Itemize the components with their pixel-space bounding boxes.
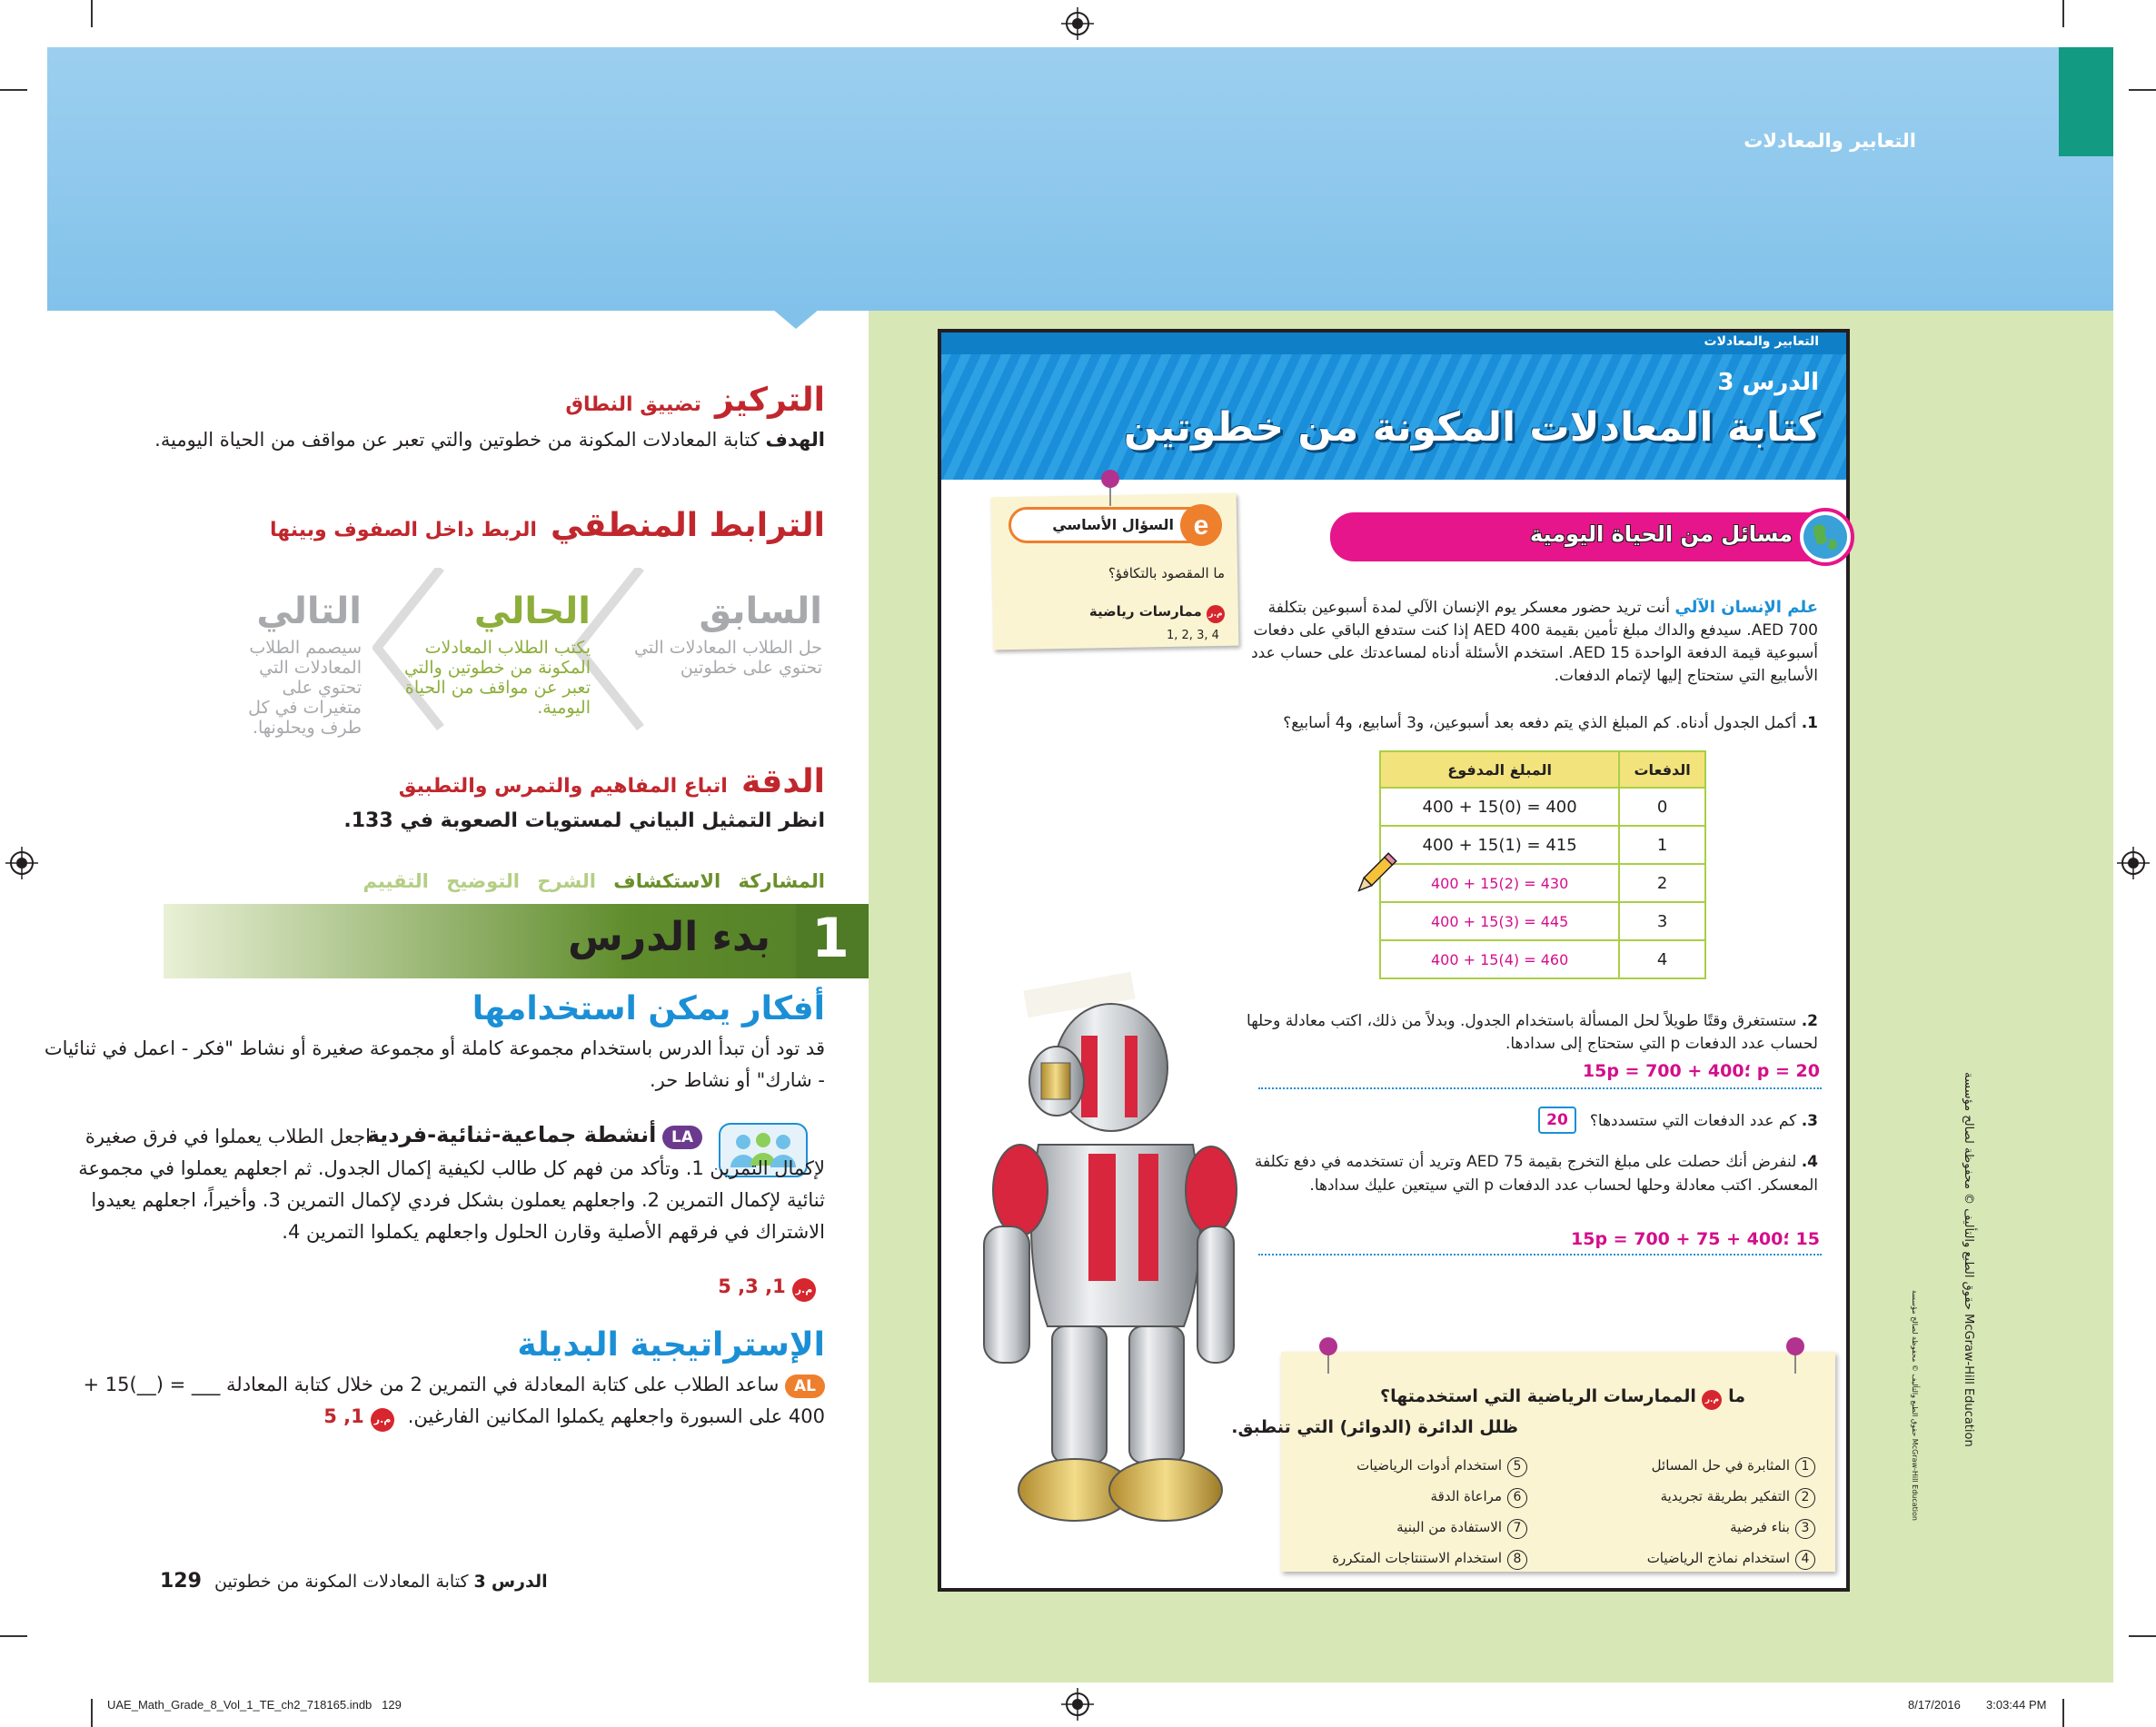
real-world-body [1246, 596, 1818, 688]
registration-mark-icon [1061, 7, 1094, 40]
crop-mark [0, 89, 27, 91]
coherence-header [44, 507, 825, 544]
svg-text:e: e [1193, 511, 1209, 541]
practices-note-title [1380, 1386, 1745, 1410]
ideas-title: أفكار يمكن استخدامها [472, 990, 825, 1027]
option-circle[interactable]: 2 [1795, 1488, 1815, 1508]
current-title: الحالي [473, 591, 591, 632]
exercise-3-text: كم عدد الدفعات التي ستسددها؟ [1589, 1112, 1797, 1130]
table-cell-amount: 400 + 15(0) = 400 [1380, 788, 1619, 826]
crop-mark [2062, 0, 2064, 27]
practices-note-title-post: الممارسات الرياضية التي استخدمتها؟ [1380, 1386, 1696, 1406]
table-cell-payments: 0 [1619, 788, 1705, 826]
alternate-practices [323, 1405, 394, 1427]
exercise-1-text: أكمل الجدول أدناه. كم المبلغ الذي يتم دفعه بعد أسبوعين، و3 أسابيع، و4 أسابيع؟ [1283, 714, 1797, 732]
table-cell-amount-answer: 400 + 15(3) = 445 [1380, 902, 1619, 940]
exercise-1-number: 1. [1801, 714, 1818, 732]
footer-lesson-number: 3 [473, 1572, 486, 1592]
pencil-icon [1350, 849, 1401, 899]
exercise-4 [1246, 1150, 1818, 1197]
rigor-subtitle: اتباع المفاهيم والتمرس والتطبيق [398, 775, 728, 798]
five-e-model [44, 870, 825, 892]
practices-list-right [1561, 1450, 1815, 1573]
focus-goal [44, 424, 825, 456]
alternate-practices-list: 1, 5 [323, 1405, 364, 1427]
next-text: سيصمم الطلاب المعادلات التي تحتوي على متغيرات في كل طرف ويحلونها. [248, 638, 362, 738]
crop-mark [91, 1699, 93, 1727]
exercise-4-answer: 15 ؛400 + 75 + 15p = 700 [1571, 1229, 1820, 1249]
real-world-lead: علم الإنسان الآلي [1674, 598, 1818, 617]
pushpin-icon [1783, 1335, 1808, 1375]
essential-question-title: السؤال الأساسي [1052, 516, 1174, 533]
option-circle[interactable]: 8 [1507, 1550, 1527, 1570]
coherence-next [234, 591, 362, 738]
table-row [1380, 864, 1705, 902]
payments-table [1379, 750, 1706, 979]
chapter-tab [2059, 47, 2113, 156]
rigor-section [44, 763, 825, 832]
registration-mark-icon [1061, 1688, 1094, 1721]
ideas-text: قد تود أن تبدأ الدرس باستخدام مجموعة كاملة أو مجموعة صغيرة أو نشاط "فكر - اعمل في ثنائيات - شارك" أو نشاط حر. [44, 1037, 825, 1091]
alternate-section [44, 1326, 825, 1433]
robot-illustration [952, 972, 1252, 1544]
launch-number: 1 [811, 907, 849, 970]
five-e-engage: المشاركة [738, 870, 825, 892]
five-e-explain: الشرح [537, 870, 596, 892]
print-date: 8/17/2016 [1908, 1698, 1961, 1712]
option-circle[interactable]: 5 [1507, 1457, 1527, 1477]
practice-option[interactable] [1282, 1543, 1527, 1573]
footer-lesson-label: الدرس [491, 1572, 548, 1592]
practice-option-label: التفكير بطريقة تجريدية [1660, 1488, 1790, 1504]
exercise-3-number: 3. [1801, 1112, 1818, 1130]
table-cell-amount-answer: 400 + 15(4) = 460 [1380, 940, 1619, 978]
real-world-title: مسائل من الحياة اليومية [1529, 521, 1793, 547]
registration-mark-icon [2117, 847, 2150, 879]
footer-lesson [214, 1572, 548, 1592]
coherence-title: الترابط المنطقي [551, 507, 825, 544]
essential-question-icon [1177, 501, 1225, 549]
crop-mark [2129, 1635, 2156, 1637]
mp-badge-icon: م.ر [1702, 1390, 1722, 1410]
practices-list-left [1282, 1450, 1527, 1573]
focus-subtitle: تضييق النطاق [565, 393, 701, 416]
practice-option[interactable] [1282, 1450, 1527, 1481]
practice-option-label: المثابرة في حل المسائل [1651, 1457, 1790, 1474]
table-cell-payments: 2 [1619, 864, 1705, 902]
file-info: UAE_Math_Grade_8_Vol_1_TE_ch2_718165.indb 129 [107, 1698, 402, 1712]
la-badge: LA [662, 1126, 702, 1149]
eq-practices-label: ممارسات رياضية [1088, 603, 1202, 620]
crop-mark [0, 1635, 27, 1637]
exercise-2-number: 2. [1801, 1012, 1818, 1030]
activities-practices [718, 1275, 816, 1302]
table-row [1380, 902, 1705, 940]
table-row [1380, 788, 1705, 826]
practice-option[interactable] [1561, 1481, 1815, 1512]
student-lesson-title: كتابة المعادلات المكونة من خطوتين [1123, 404, 1821, 451]
exercise-3-answer: 20 [1538, 1107, 1576, 1134]
eq-practices-list: 1, 2, 3, 4 [1167, 629, 1219, 642]
footer-lesson-title: كتابة المعادلات المكونة من خطوتين [214, 1572, 469, 1592]
pushpin-icon [1316, 1335, 1341, 1375]
coherence-previous [627, 591, 822, 678]
exercise-4-text: لنفرض أنك حصلت على مبلغ التخرج بقيمة AED 75 وتريد أن تستخدمه في دفع تكلفة المعسكر. اكتب معادلة وحلها لحساب عدد الدفعات p التي سيتعين عليك سدادها. [1254, 1153, 1818, 1195]
table-cell-payments: 4 [1619, 940, 1705, 978]
practice-option-label: استخدام نماذج الرياضيات [1646, 1550, 1790, 1566]
table-cell-amount-answer: 400 + 15(2) = 430 [1380, 864, 1619, 902]
copyright-outer: حقوق الطبع والتأليف © محفوظة لصالح مؤسسة McGraw-Hill Education [1962, 1072, 1975, 1447]
table-header-amount: المبلغ المدفوع [1380, 751, 1619, 788]
rigor-text: انظر التمثيل البياني لمستويات الصعوبة في 133. [343, 809, 825, 832]
exercise-4-number: 4. [1801, 1153, 1818, 1171]
activities-body: اجعل الطلاب يعملوا في فرق صغيرة لإكمال التمرين 1. وتأكد من فهم كل طالب لكيفية إكمال الجدول. ثم اجعلهم يعملوا في مجموعة ثنائية لإكمال التمرين 2. واجعلهم يعملون بشكل فردي لإكمال التمرين 3. وأخيراً، اجعلهم يعيدوا الاشتراك في فرقهم الأصلية وقارن الحلول واجعلهم يكملوا التمرين 4. [78, 1126, 825, 1243]
activities-title: أنشطة جماعية-ثنائية-فردية [366, 1122, 657, 1147]
exercise-1 [1246, 712, 1818, 735]
globe-icon [1795, 507, 1855, 567]
header-notch [772, 309, 820, 329]
practice-option-label: بناء فرضية [1730, 1519, 1790, 1535]
five-e-elaborate: التوضيح [446, 870, 521, 892]
current-text: يكتب الطلاب المعادلات المكونة من خطوتين والتي تعبر عن مواقف من الحياة اليومية. [403, 638, 591, 718]
practice-option-label: استخدام أدوات الرياضيات [1356, 1457, 1502, 1474]
real-world-text: أنت تريد حضور معسكر يوم الإنسان الآلي لمدة أسبوعين بتكلفة AED 700. سيدفع والداك مبلغ تأمين بقيمة AED 400 إذا كنت ستدفع الباقي على دفعات أسبوعية قيمة الدفعة الواحدة AED 15. استخدم الأسئلة أدناه لمساعدتك على حساب عدد الأسابيع التي ستحتاج إليها لإتمام الدفعات. [1251, 599, 1818, 685]
rigor-title: الدقة [740, 763, 825, 800]
table-cell-amount: 400 + 15(1) = 415 [1380, 826, 1619, 864]
option-circle[interactable]: 3 [1795, 1519, 1815, 1539]
print-time: 3:03:44 PM [1986, 1698, 2047, 1712]
alternate-title: الإستراتيجية البديلة [517, 1326, 825, 1364]
launch-title: بدء الدرس [568, 914, 770, 960]
goal-text: كتابة المعادلات المكونة من خطوتين والتي تعبر عن مواقف من الحياة اليومية. [154, 429, 760, 451]
option-circle[interactable]: 1 [1795, 1457, 1815, 1477]
crop-mark [91, 0, 93, 27]
option-circle[interactable]: 7 [1507, 1519, 1527, 1539]
five-e-explore: الاستكشاف [613, 870, 721, 892]
table-row [1380, 940, 1705, 978]
practice-option-label: مراعاة الدقة [1430, 1488, 1502, 1504]
al-badge: AL [785, 1375, 825, 1398]
alternate-text: ساعد الطلاب على كتابة المعادلة في التمرين 2 من خلال كتابة المعادلة ___ = (__)15 + 400 على السبورة واجعلهم يكملوا المكانين الفارغين. [83, 1374, 825, 1427]
practice-option[interactable] [1561, 1450, 1815, 1481]
table-cell-payments: 3 [1619, 902, 1705, 940]
registration-mark-icon [5, 847, 38, 879]
activities-practices-list: 1, 3, 5 [718, 1275, 786, 1297]
practice-option-label: الاستفادة من البنية [1396, 1519, 1502, 1535]
chapter-title: التعابير والمعادلات [1744, 130, 1916, 152]
option-circle[interactable]: 6 [1507, 1488, 1527, 1508]
ideas-section [44, 990, 825, 1097]
previous-text: حل الطلاب المعادلات التي تحتوي على خطوتين [634, 638, 822, 678]
practice-option[interactable] [1561, 1512, 1815, 1543]
crop-mark [2062, 1699, 2064, 1727]
alternate-body [44, 1369, 825, 1433]
mp-badge-icon: م.ر [1207, 605, 1225, 623]
exercise-2-text: ستستغرق وقتًا طويلاً لحل المسألة باستخدام الجدول. وبدلاً من ذلك، اكتب معادلة وحلها لحساب عدد الدفعات p التي ستحتاج إلى سدادها. [1247, 1012, 1818, 1053]
next-title: التالي [256, 591, 362, 632]
header-band [47, 47, 2113, 311]
answer-line [1258, 1254, 1822, 1256]
pushpin-icon [1098, 468, 1123, 508]
goal-label: الهدف [765, 429, 825, 451]
eq-practices [1089, 603, 1225, 623]
mp-badge-icon: م.ر [792, 1278, 816, 1302]
answer-line [1258, 1087, 1822, 1089]
focus-section [44, 382, 825, 456]
crop-mark [2129, 89, 2156, 91]
table-row [1380, 826, 1705, 864]
page-number: 129 [160, 1570, 202, 1593]
previous-title: السابق [699, 591, 822, 632]
exercise-3 [1590, 1112, 1818, 1130]
practice-option[interactable] [1561, 1543, 1815, 1573]
essential-question-text: ما المقصود بالتكافؤ؟ [1108, 565, 1225, 581]
practices-note-title-pre: ما [1728, 1386, 1745, 1406]
student-lesson-label: الدرس 3 [1717, 369, 1819, 396]
mp-badge-icon: م.ر [371, 1408, 394, 1432]
option-circle[interactable]: 4 [1795, 1550, 1815, 1570]
table-header-payments: الدفعات [1619, 751, 1705, 788]
focus-title: التركيز [715, 382, 825, 419]
practices-note-subtitle: ظلل الدائرة (الدوائر) التي تنطبق. [1231, 1417, 1518, 1437]
practice-option[interactable] [1282, 1512, 1527, 1543]
practice-option-label: استخدام الاستنتاجات المتكررة [1332, 1550, 1502, 1566]
exercise-2 [1246, 1010, 1818, 1056]
exercise-2-answer: p = 20 ؛400 + 15p = 700 [1582, 1061, 1820, 1081]
activities-text [44, 1121, 825, 1248]
practice-option[interactable] [1282, 1481, 1527, 1512]
student-chapter-title: التعابير والمعادلات [1704, 334, 1819, 349]
table-cell-payments: 1 [1619, 826, 1705, 864]
five-e-evaluate: التقييم [363, 870, 429, 892]
coherence-current [391, 591, 591, 718]
coherence-subtitle: الربط داخل الصفوف وبينها [269, 519, 537, 541]
copyright-inner: حقوق الطبع والتأليف © محفوظة لصالح مؤسسة McGraw-Hill Education [1911, 1290, 1919, 1521]
